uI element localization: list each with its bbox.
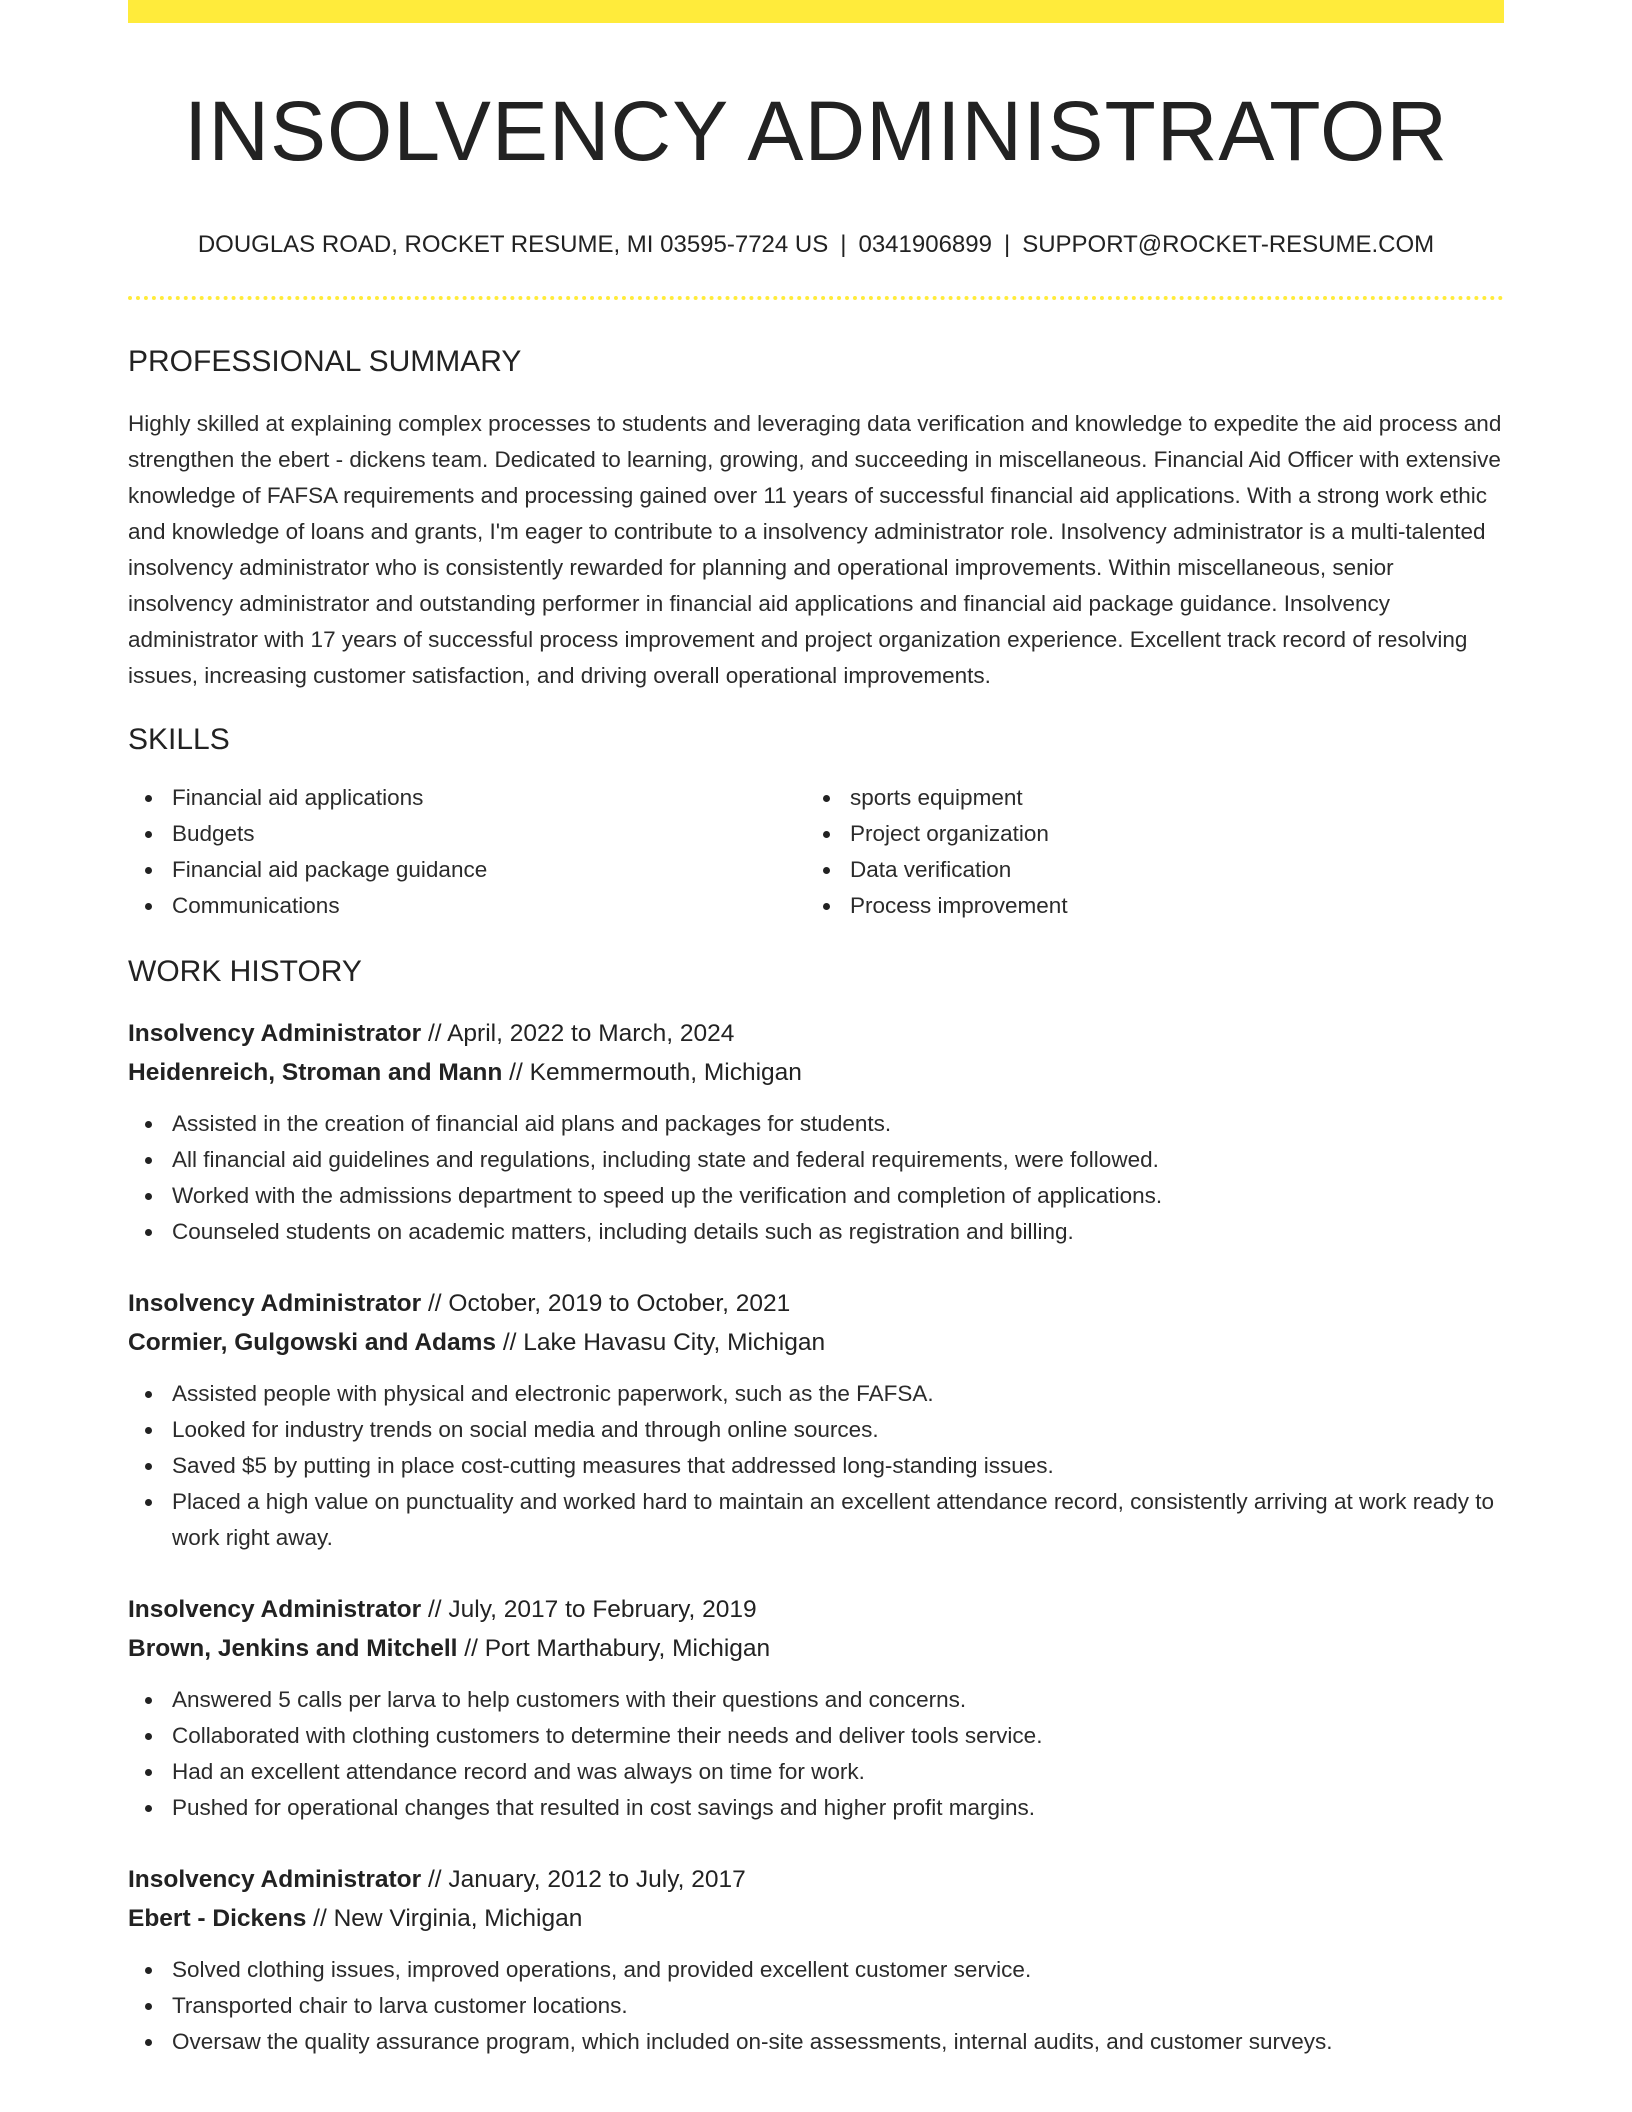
job-entry <box>128 1590 1504 1826</box>
job-location: Lake Havasu City, Michigan <box>523 1329 826 1357</box>
summary-text: Highly skilled at explaining complex processes to students and leveraging data verification and knowledge to expedite the aid process and strengthen the ebert - dickens team. Dedicated to learning, growing, and succeeding in miscellaneous. Financial Aid Officer with extensive knowledge of FAFSA requirements and processing gained over 11 years of successful financial aid applications. With a strong work ethic and knowledge of loans and grants, I'm eager to contribute to a insolvency administrator role. Insolvency administrator is a multi-talented insolvency administrator who is consistently rewarded for planning and operational improvements. Within miscellaneous, senior insolvency administrator and outstanding performer in financial aid applications and financial aid package guidance. Insolvency administrator with 17 years of successful process improvement and project organization experience. Excellent track record of resolving issues, increasing customer satisfaction, and driving overall operational improvements. <box>128 411 1502 689</box>
job-bullet: Had an excellent attendance record and was always on time for work. <box>128 1754 1504 1790</box>
job-company-line <box>128 1053 1504 1092</box>
job-bullet: Answered 5 calls per larva to help customers with their questions and concerns. <box>128 1682 1504 1718</box>
contact-line <box>128 231 1504 260</box>
job-separator: // <box>306 1905 334 1933</box>
job-dates: October, 2019 to October, 2021 <box>448 1290 791 1318</box>
contact-phone: 0341906899 <box>858 231 992 259</box>
contact-email: SUPPORT@ROCKET-RESUME.COM <box>1022 231 1435 259</box>
job-bullets <box>128 1106 1504 1250</box>
job-separator: // <box>421 1020 448 1048</box>
job-bullet: Placed a high value on punctuality and worked hard to maintain an excellent attendance record, consistently arriving at work ready to work right away. <box>128 1484 1504 1556</box>
job-bullets <box>128 1682 1504 1826</box>
job-dates: April, 2022 to March, 2024 <box>447 1020 735 1048</box>
job-title-line <box>128 1014 1504 1053</box>
job-location: Kemmermouth, Michigan <box>529 1059 802 1087</box>
job-separator: // <box>502 1059 530 1087</box>
job-bullet: Pushed for operational changes that resulted in cost savings and higher profit margins. <box>128 1790 1504 1826</box>
job-bullet: Assisted people with physical and electronic paperwork, such as the FAFSA. <box>128 1376 1504 1412</box>
job-title-line <box>128 1590 1504 1629</box>
job-company: Heidenreich, Stroman and Mann <box>128 1059 503 1087</box>
job-bullet: Oversaw the quality assurance program, which included on-site assessments, internal audits, and customer surveys. <box>128 2024 1504 2060</box>
job-title-line <box>128 1284 1504 1323</box>
contact-separator: | <box>840 231 847 259</box>
job-title: Insolvency Administrator <box>128 1290 422 1318</box>
job-location: New Virginia, Michigan <box>333 1905 583 1933</box>
job-separator: // <box>421 1290 449 1318</box>
job-bullet: Saved $5 by putting in place cost-cutting measures that addressed long-standing issues. <box>128 1448 1504 1484</box>
job-company-line <box>128 1629 1504 1668</box>
contact-address: DOUGLAS ROAD, ROCKET RESUME, MI 03595-7724 US <box>197 231 829 259</box>
candidate-name: INSOLVENCY ADMINISTRATOR <box>183 84 1449 178</box>
job-bullet: Looked for industry trends on social media and through online sources. <box>128 1412 1504 1448</box>
job-title: Insolvency Administrator <box>128 1866 422 1894</box>
skill-item: sports equipment <box>806 780 1484 816</box>
skill-item: Process improvement <box>806 888 1484 924</box>
job-bullet: Solved clothing issues, improved operations, and provided excellent customer service. <box>128 1952 1504 1988</box>
skill-item: Communications <box>128 888 806 924</box>
job-dates: January, 2012 to July, 2017 <box>448 1866 746 1894</box>
job-separator: // <box>421 1866 449 1894</box>
job-entry <box>128 1860 1504 2060</box>
job-dates: July, 2017 to February, 2019 <box>448 1596 757 1624</box>
work-history-heading: WORK HISTORY <box>128 955 362 989</box>
skills-list <box>128 780 1504 924</box>
job-company-line <box>128 1323 1504 1362</box>
job-company: Brown, Jenkins and Mitchell <box>128 1635 458 1663</box>
job-entry <box>128 1284 1504 1556</box>
job-company: Cormier, Gulgowski and Adams <box>128 1329 497 1357</box>
job-bullet: Collaborated with clothing customers to determine their needs and deliver tools service. <box>128 1718 1504 1754</box>
job-bullet: Counseled students on academic matters, including details such as registration and billing. <box>128 1214 1504 1250</box>
skills-column-right <box>806 780 1484 924</box>
skill-item: Financial aid applications <box>128 780 806 816</box>
job-title: Insolvency Administrator <box>128 1020 422 1048</box>
job-bullet: All financial aid guidelines and regulations, including state and federal requirements, were followed. <box>128 1142 1504 1178</box>
job-location: Port Marthabury, Michigan <box>484 1635 771 1663</box>
header-divider <box>128 296 1504 300</box>
summary-heading: PROFESSIONAL SUMMARY <box>128 345 522 379</box>
job-company-line <box>128 1899 1504 1938</box>
job-bullet: Assisted in the creation of financial aid plans and packages for students. <box>128 1106 1504 1142</box>
top-accent-bar <box>128 0 1504 23</box>
skills-heading: SKILLS <box>128 723 230 757</box>
skills-column-left <box>128 780 806 924</box>
job-bullet: Worked with the admissions department to speed up the verification and completion of applications. <box>128 1178 1504 1214</box>
skill-item: Budgets <box>128 816 806 852</box>
job-separator: // <box>496 1329 524 1357</box>
job-bullets <box>128 1952 1504 2060</box>
resume-page <box>128 0 1504 2060</box>
skill-item: Financial aid package guidance <box>128 852 806 888</box>
contact-separator: | <box>1003 231 1011 259</box>
job-bullets <box>128 1376 1504 1556</box>
job-company: Ebert - Dickens <box>128 1905 307 1933</box>
job-entry <box>128 1014 1504 1250</box>
job-separator: // <box>421 1596 449 1624</box>
job-bullet: Transported chair to larva customer locations. <box>128 1988 1504 2024</box>
job-title: Insolvency Administrator <box>128 1596 422 1624</box>
job-title-line <box>128 1860 1504 1899</box>
skill-item: Data verification <box>806 852 1484 888</box>
skill-item: Project organization <box>806 816 1484 852</box>
job-separator: // <box>457 1635 485 1663</box>
